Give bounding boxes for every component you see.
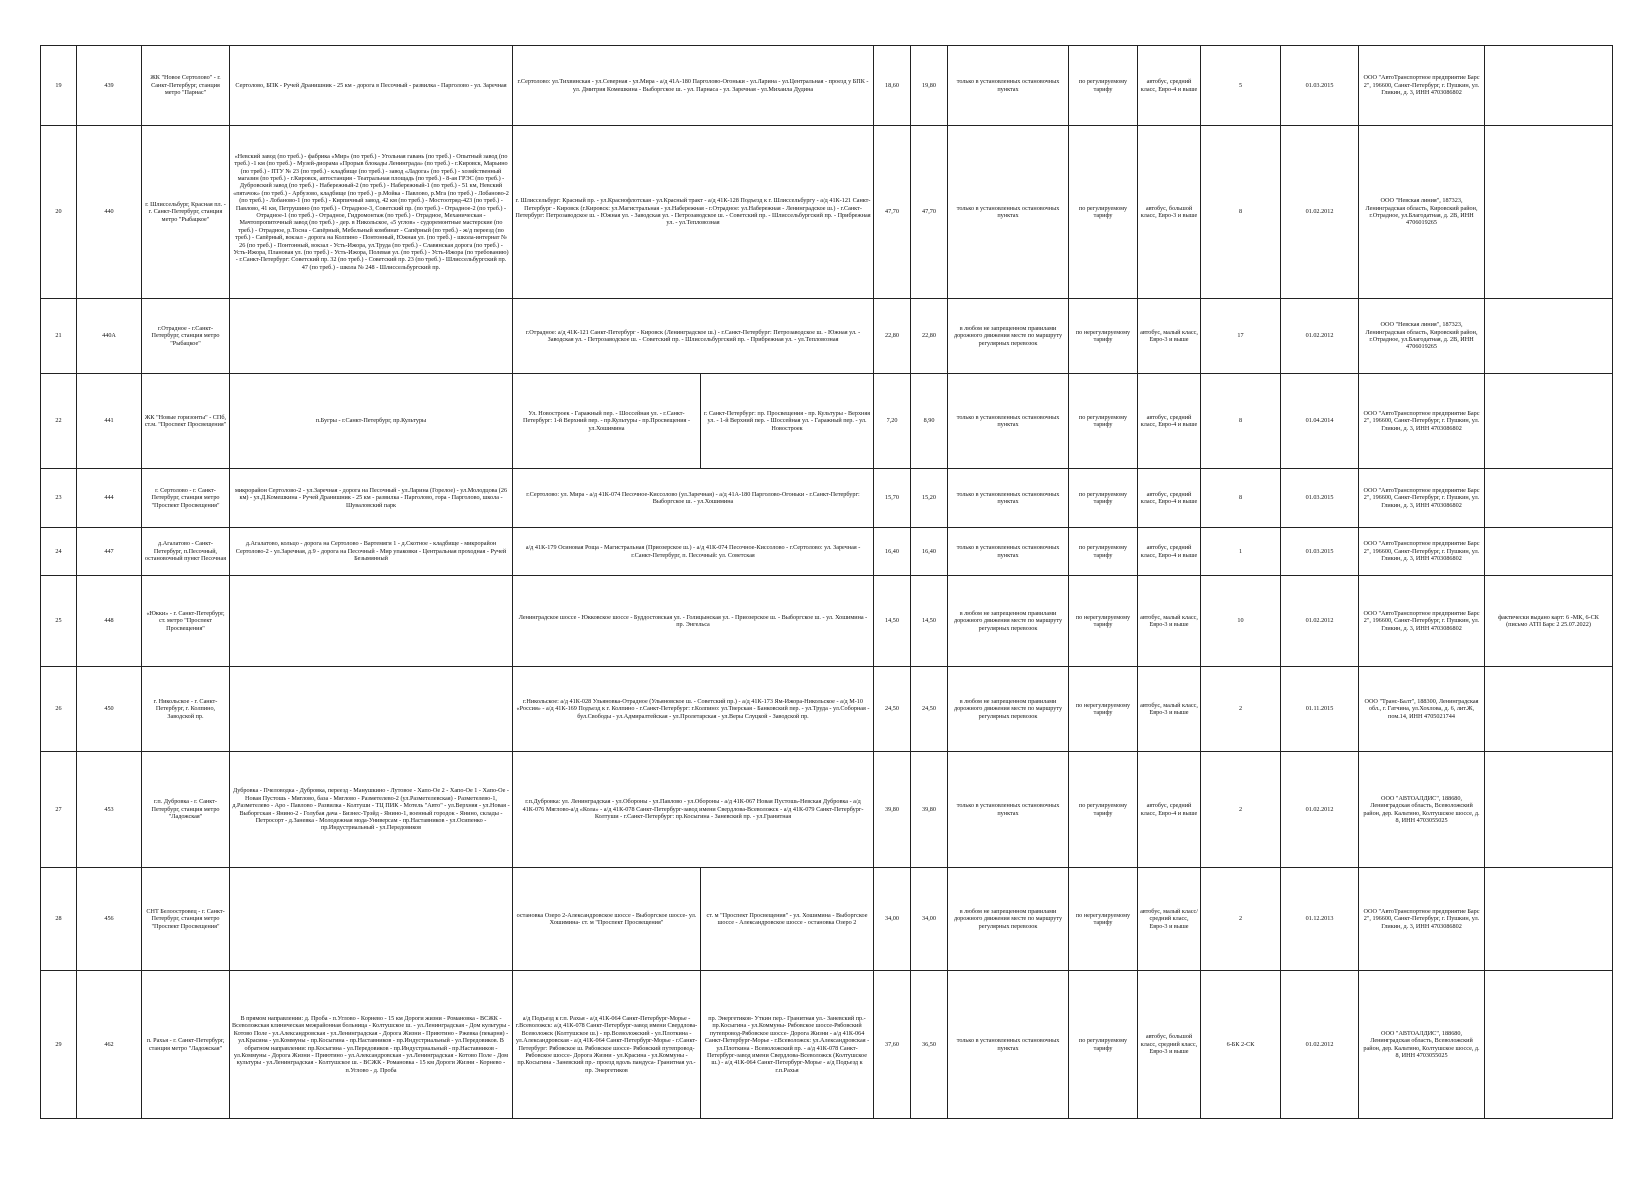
route-name: д.Агалатово - Санкт-Петербург, п.Песочный, остановочный пункт Песочная <box>142 528 230 576</box>
length-forward: 39,80 <box>874 752 911 868</box>
table-row <box>41 374 1613 469</box>
table-row <box>41 752 1613 868</box>
note <box>1485 752 1613 868</box>
vehicle-count: 6-БК 2-СК <box>1201 971 1281 1119</box>
vehicle-count: 5 <box>1201 46 1281 126</box>
tariff-type: по нерегулируемому тарифу <box>1069 576 1138 667</box>
vehicle-class: автобус, средний класс, Евро-4 и выше <box>1138 752 1201 868</box>
route-stops <box>230 299 513 374</box>
stop-order: только в установленных остановочных пунктах <box>948 126 1069 299</box>
length-forward: 16,40 <box>874 528 911 576</box>
length-back: 22,80 <box>911 299 948 374</box>
length-back: 15,20 <box>911 469 948 528</box>
stop-order: только в установленных остановочных пунктах <box>948 374 1069 469</box>
route-streets-forward: Ул. Новостроек - Гаражный пер. - Шоссейная ул. - г.Санкт-Петербург: 1-й Верхний пер. - пр.Культуры - пр.Просвещения - ул.Хошимина <box>513 374 701 469</box>
vehicle-count: 2 <box>1201 667 1281 752</box>
length-forward: 24,50 <box>874 667 911 752</box>
table-row <box>41 126 1613 299</box>
tariff-type: по нерегулируемому тарифу <box>1069 868 1138 971</box>
stop-order: только в установленных остановочных пунктах <box>948 528 1069 576</box>
carrier: ООО "АвтоТранспортное предприятие Барс 2", 196600, Санкт-Петербург, г. Пушкин, ул. Гликин, д. 3, ИНН 4703086802 <box>1359 469 1485 528</box>
tariff-type: по регулируемому тарифу <box>1069 374 1138 469</box>
route-streets: г.Сертолово: ул. Мира - а/д 41К-074 Песочное-Киссолово (ул.Заречная) - а/д 41А-180 Парголово-Огоньки - г.Санкт-Петербург: Выборгское ш. - ул.Хошимина <box>513 469 874 528</box>
table-row <box>41 528 1613 576</box>
start-date: 01.03.2015 <box>1281 528 1359 576</box>
route-streets: г.Сертолово: ул.Тихвинская - ул.Северная - ул.Мира - а/д 41А-180 Парголово-Огоньки - ул.Ларина - ул.Центральная - проезд у БПК - ул. Дмитрия Комешкина - Выборгское ш. - ул. Парнаса - ул. Заречная - ул.Михаила Дудина <box>513 46 874 126</box>
length-back: 14,50 <box>911 576 948 667</box>
vehicle-class: автобус, средний класс, Евро-4 и выше <box>1138 374 1201 469</box>
start-date: 01.02.2012 <box>1281 299 1359 374</box>
route-number: 444 <box>77 469 142 528</box>
length-forward: 34,00 <box>874 868 911 971</box>
vehicle-count: 1 <box>1201 528 1281 576</box>
tariff-type: по регулируемому тарифу <box>1069 126 1138 299</box>
vehicle-class: автобус, большой класс, средний класс, Евро-3 и выше <box>1138 971 1201 1119</box>
start-date: 01.12.2013 <box>1281 868 1359 971</box>
vehicle-count: 17 <box>1201 299 1281 374</box>
carrier: ООО "Невская линия", 187323, Ленинградская область, Кировский район, г.Отрадное, ул.Благодатная, д. 2В, ИНН 4706019265 <box>1359 126 1485 299</box>
route-streets-back: г. Санкт-Петербург: пр. Просвещения - пр. Культуры - Верхняя ул. - 1-й Верхний пер. - Шоссейная ул. - Гаражный пер. - ул. Новостроек <box>701 374 874 469</box>
route-stops: «Невский завод (по треб.) - фабрика «Мир» (по треб.) - Угольная гавань (по треб.) - Опытный завод (по треб.) -1 км (по треб.) - Музей-диорама «Прорыв блокады Ленинграда» (по треб.) - г.Кировск, Марьино (по треб.) - ПТУ № 23 (по треб.) - кладбище (по треб.) - завод «Ладога» (по треб.) - хозяйственный магазин (по треб.) - г.Кировск, автостанция - Театральная площадь (по треб.) - 8-ая ГРЭС (по треб.) - Дубровский завод (по треб.) - Набережный-2 (по треб.) - Набережный-1 (по треб.) - 51 км, Невский «пятачок» (по треб.) - Арбузово, кладбище (по треб.) - р.Мойка - Павлово, р.Мга (по треб.) - Лобаново-2 (по треб.) - Лобаново-1 (по треб.) - Кирпичный завод, 42 км (по треб.) - Мостоотряд-423 (по треб.) - Павлово, 41 км, Петрушино (по треб.) - Отрадное-3, Советский пр. (по треб.) - Отрадное-2 (по треб.) - Отрадное-1 (по треб.) - Отрадное, Гидромонтаж (по треб.) - Отрадное, Механическая - Мачтопропиточный завод (по треб.) - дер. в Никольское, «5 углов» - судоремонтные мастерские (по треб.) - Отрадное, р.Тосна - Сапёрный, Мебельный комбинат - Сапёрный (по треб.) - ж/д переезд (по треб.) - Сапёрный, вокзал - дорога на Колпино - Понтонный, Южная ул. (по треб.) - школа-интернат № 26 (по треб.) - Понтонный, вокзал - Усть-Ижора, ул.Труда (по треб.) - Славянская дорога (по треб.) - Усть-Ижора, Плановая ул. (по треб.) - Усть-Ижора, Полевая ул. (по треб.) - Усть-Ижора (по требованию) - г.Санкт-Петербург: Советский пр. 32 (по треб.) - Советский пр. 23 (по треб.) - Шлиссельбургский пр. 47 (по треб.) - школа № 248 - Шлиссельбургский пр. <box>230 126 513 299</box>
stop-order: в любом не запрещенном правилами дорожного движения месте по маршруту регулярных перевозок <box>948 299 1069 374</box>
length-forward: 15,70 <box>874 469 911 528</box>
row-number: 20 <box>41 126 77 299</box>
route-streets: г.Отрадное: а/д 41К-121 Санкт-Петербург - Кировск (Ленинградское ш.) - г.Санкт-Петербург: Петрозаводское ш. - Южная ул. - Заводская ул. - Петрозаводское ш. - Советский пр. - Шлиссельбургский пр. - Прибрежная ул. - ул.Тепловозная <box>513 299 874 374</box>
note <box>1485 469 1613 528</box>
route-stops <box>230 667 513 752</box>
note <box>1485 46 1613 126</box>
vehicle-count: 8 <box>1201 469 1281 528</box>
vehicle-class: автобус, малый класс/ средний класс, Евро-3 и выше <box>1138 868 1201 971</box>
route-streets: г.п.Дубровка: ул. Ленинградская - ул.Обороны - ул.Павлово - ул.Обороны - а/д 41К-067 Новая Пустошь-Невская Дубровка - а/д 41К-076 Мяглово-а/д «Кола» - а/д 41К-078 Санкт-Петербург-завод имени Свердлова-Всеволожск - а/д 41К-079 Санкт-Петербург-Колтуши - г.Санкт-Петербург: пр.Косыгина - Заневский пр. - ул.Гранитная <box>513 752 874 868</box>
start-date: 01.02.2012 <box>1281 971 1359 1119</box>
carrier: ООО "АвтоТранспортное предприятие Барс 2", 196600, Санкт-Петербург, г. Пушкин, ул. Гликин, д. 3, ИНН 4703086802 <box>1359 46 1485 126</box>
length-back: 19,80 <box>911 46 948 126</box>
start-date: 01.02.2012 <box>1281 126 1359 299</box>
stop-order: только в установленных остановочных пунктах <box>948 469 1069 528</box>
start-date: 01.03.2015 <box>1281 46 1359 126</box>
carrier: ООО "АвтоТранспортное предприятие Барс 2", 196600, Санкт-Петербург, г. Пушкин, ул. Гликин, д. 3, ИНН 4703086802 <box>1359 374 1485 469</box>
tariff-type: по нерегулируемому тарифу <box>1069 667 1138 752</box>
route-name: г. Сертолово - г. Санкт-Петербург, станция метро "Проспект Просвещения" <box>142 469 230 528</box>
note: фактически выдано карт: 6 -МК, 6-СК (письмо АТП Барс 2 25.07.2022) <box>1485 576 1613 667</box>
tariff-type: по регулируемому тарифу <box>1069 469 1138 528</box>
length-back: 8,90 <box>911 374 948 469</box>
route-name: г. Никольское - г. Санкт-Петербург, г. Колпино, Заводской пр. <box>142 667 230 752</box>
vehicle-count: 2 <box>1201 868 1281 971</box>
route-stops: Сертолово, БПК - Ручей Дранишник - 25 км - дорога в Песочный - развилка - Парголово - ул. Заречная <box>230 46 513 126</box>
route-name: г. Шлиссельбург, Красная пл. - г. Санкт-Петербург, станция метро "Рыбацкое" <box>142 126 230 299</box>
note <box>1485 126 1613 299</box>
row-number: 27 <box>41 752 77 868</box>
route-streets: Ленинградское шоссе - Юкковское шоссе - Буддостовская ул. - Голицынская ул. - Приозерское ш. - Выборгское ш. - ул. Хошимина - пр. Энгельса <box>513 576 874 667</box>
carrier: ООО "АВТОАЛДИС", 188680, Ленинградская область, Всеволожский район, дер. Кальтино, Колтушское шоссе, д. 8, ИНН 4703055025 <box>1359 971 1485 1119</box>
length-back: 16,40 <box>911 528 948 576</box>
carrier: ООО "АВТОАЛДИС", 188680, Ленинградская область, Всеволожский район, дер. Кальтино, Колтушское шоссе, д. 8, ИНН 4703055025 <box>1359 752 1485 868</box>
start-date: 01.02.2012 <box>1281 752 1359 868</box>
row-number: 24 <box>41 528 77 576</box>
row-number: 22 <box>41 374 77 469</box>
note <box>1485 667 1613 752</box>
row-number: 23 <box>41 469 77 528</box>
vehicle-class: автобус, средний класс, Евро-4 и выше <box>1138 528 1201 576</box>
route-streets: г.Никольское: а/д 41К-028 Ульяновка-Отрадное (Ульяновское ш. - Советский пр.) - а/д 41К-173 Ям-Ижора-Никольское - а/д М-10 «Россия» - а/д 41К-169 Подъезд к г. Колпино - г.Санкт-Петербург: г.Колпино: ул.Тверская - Банковский пер. - ул.Труда - ул.Соборная - бул.Свободы - ул.Адмиралтейская - ул.Пролетарская - ул.Веры Слуцкой - Заводской пр. <box>513 667 874 752</box>
route-number: 462 <box>77 971 142 1119</box>
route-number: 456 <box>77 868 142 971</box>
vehicle-class: автобус, средний класс, Евро-4 и выше <box>1138 469 1201 528</box>
vehicle-count: 8 <box>1201 126 1281 299</box>
route-number: 441 <box>77 374 142 469</box>
vehicle-count: 8 <box>1201 374 1281 469</box>
vehicle-class: автобус, малый класс, Евро-3 и выше <box>1138 576 1201 667</box>
stop-order: только в установленных остановочных пунктах <box>948 46 1069 126</box>
table-row <box>41 576 1613 667</box>
row-number: 29 <box>41 971 77 1119</box>
length-forward: 22,80 <box>874 299 911 374</box>
table-row <box>41 667 1613 752</box>
route-name: СНТ Белоостровец - г. Санкт-Петербург, станция метро "Проспект Просвещения" <box>142 868 230 971</box>
route-stops: В прямом направлении: д. Проба - п.Углово - Корнево - 15 км Дороги жизни - Романовка - ВСЖК - Всеволожская клиническая межрайонная больница - Колтушское ш. - ул.Ленинградская - Дом культуры - Котово Поле - ул.Александровская - ул.Ленинградская - Дорога Жизни - Приютино - Ржевка (пекарня) - ул.Красина - ул.Коммуны - пр.Косыгина - пр.Наставников - пр.Индустриальный - ул.Передовиков. В обратном направлении: пр.Косыгина - ул.Передовиков - пр.Индустриальный - пр.Наставников - ул.Коммуны - Дорога Жизни - Приютино - ул.Александровская - ул.Ленинградская - Котово Поле - Дом культуры - ул.Ленинградская - Колтушское ш. - ВСЖК - Романовка - 15 км Дороги Жизни - Корнево - п.Углово - д. Проба <box>230 971 513 1119</box>
table-row <box>41 299 1613 374</box>
table-row <box>41 469 1613 528</box>
route-number: 448 <box>77 576 142 667</box>
table-body <box>41 46 1613 1119</box>
route-name: п. Рахья - г. Санкт-Петербург, станция метро "Ладожская" <box>142 971 230 1119</box>
route-stops <box>230 576 513 667</box>
tariff-type: по регулируемому тарифу <box>1069 752 1138 868</box>
start-date: 01.11.2015 <box>1281 667 1359 752</box>
route-stops: Дубровка - Пчеловодка - Дубровка, переезд - Манушкино - Лутовое - Хапо-Ое 2 - Хапо-Ое 1 - Хапо-Ое - Новая Пустошь - Мяглово, база - Мяглово - Разметелево-2 (ул.Разметелевская) - Разметелево-1, д.Разметелево - Аро - Павлово - Развилка - Колтуши - ТЦ ПИК - Мотель "Авто" - ул.Верхняя - ул.Новая - Выборгская - Янино-2 - Голубая дача - Бизнес-Трэйд - Янино-1, военный городок - Янино, склады - Петросорт - д.Заневка - Молодежная мода-Универсам - пр.Наставников - ул.Осипенко - пр.Индустриальный - ул.Передовиков <box>230 752 513 868</box>
route-name: г.Отрадное - г.Санкт-Петербург, станция метро "Рыбацкое" <box>142 299 230 374</box>
length-forward: 18,60 <box>874 46 911 126</box>
note <box>1485 971 1613 1119</box>
route-streets-back: пр. Энергетиков- Уткин пер.- Гранитная ул.- Заневский пр.- пр.Косыгина - ул.Коммуны- Рябовское шоссе-Рябовский путепровод-Рябовское шоссе- Дорога Жизни - а/д 41К-064 Санкт-Петербург-Морье - г.Всеволожск: ул.Александровская - ул.Плоткина - Всеволожский пр. - а/д 41К-078 Санкт-Петербург-завод имени Свердлова-Всеволожск (Колтушское ш.) - а/д 41К-064 Санкт-Петербург-Морье - а/д Подъезд к г.п.Рахья <box>701 971 874 1119</box>
tariff-type: по регулируемому тарифу <box>1069 46 1138 126</box>
carrier: ООО "Невская линия", 187323, Ленинградская область, Кировский район, г.Отрадное, ул.Благодатная, д. 2В, ИНН 4706019265 <box>1359 299 1485 374</box>
table-row <box>41 868 1613 971</box>
note <box>1485 374 1613 469</box>
route-stops: микрорайон Сертолово-2 - ул.Заречная - дорога на Песочный - ул.Ларина (Горелое) - ул.Молодцова (26 км) - ул.Д.Комешкина - Ручей Дранишник - 25 км - развилка - Парголово, гора - Парголово, школа - Шуваловский парк <box>230 469 513 528</box>
row-number: 19 <box>41 46 77 126</box>
length-back: 39,80 <box>911 752 948 868</box>
length-back: 24,50 <box>911 667 948 752</box>
vehicle-class: автобус, малый класс, Евро-3 и выше <box>1138 299 1201 374</box>
route-name: г.п. Дубровка - г. Санкт-Петербург, станция метро "Ладожская" <box>142 752 230 868</box>
table-row <box>41 46 1613 126</box>
tariff-type: по регулируемому тарифу <box>1069 971 1138 1119</box>
vehicle-count: 2 <box>1201 752 1281 868</box>
stop-order: в любом не запрещенном правилами дорожного движения месте по маршруту регулярных перевозок <box>948 868 1069 971</box>
stop-order: только в установленных остановочных пунктах <box>948 971 1069 1119</box>
table-row <box>41 971 1613 1119</box>
tariff-type: по нерегулируемому тарифу <box>1069 299 1138 374</box>
route-stops <box>230 868 513 971</box>
note <box>1485 868 1613 971</box>
route-name: ЖК "Новые горизонты" - СПб, ст.м. "Проспект Просвещения" <box>142 374 230 469</box>
route-streets: г. Шлиссельбург: Красный пр. - ул.Краснофлотская - ул.Красный тракт - а/д 41К-128 Подъезд к г. Шлиссельбургу - а/д 41К-121 Санкт-Петербург - Кировск (г.Кировск: ул.Магистральная - ул.Набережная - г.Отрадное: ул.Набережная - Ленинградское ш.) - г.Санкт-Петербург: Петрозаводское ш. - Южная ул. - Заводская ул. - Петрозаводское ш. - Советский пр. - Шлиссельбургский пр. - Прибрежная ул. - ул.Тепловозная <box>513 126 874 299</box>
carrier: ООО "АвтоТранспортное предприятие Барс 2", 196600, Санкт-Петербург, г. Пушкин, ул. Гликин, д. 3, ИНН 4703086802 <box>1359 576 1485 667</box>
length-back: 36,50 <box>911 971 948 1119</box>
stop-order: только в установленных остановочных пунктах <box>948 752 1069 868</box>
tariff-type: по регулируемому тарифу <box>1069 528 1138 576</box>
carrier: ООО "АвтоТранспортное предприятие Барс 2", 196600, Санкт-Петербург, г. Пушкин, ул. Гликин, д. 3, ИНН 4703086802 <box>1359 868 1485 971</box>
start-date: 01.02.2012 <box>1281 576 1359 667</box>
vehicle-class: автобус, большой класс, Евро-3 и выше <box>1138 126 1201 299</box>
stop-order: в любом не запрещенном правилами дорожного движения месте по маршруту регулярных перевозок <box>948 667 1069 752</box>
route-streets-forward: остановка Озеро 2-Александровское шоссе - Выборгское шоссе- ул. Хошимина- ст. м "Проспект Просвещения" <box>513 868 701 971</box>
length-back: 47,70 <box>911 126 948 299</box>
route-name: ЖК "Новое Сертолово" - г. Санкт-Петербург, станция метро "Парнас" <box>142 46 230 126</box>
carrier: ООО "АвтоТранспортное предприятие Барс 2", 196600, Санкт-Петербург, г. Пушкин, ул. Гликин, д. 3, ИНН 4703086802 <box>1359 528 1485 576</box>
length-forward: 47,70 <box>874 126 911 299</box>
row-number: 28 <box>41 868 77 971</box>
registry-sheet <box>40 45 1612 1119</box>
route-number: 450 <box>77 667 142 752</box>
note <box>1485 299 1613 374</box>
routes-table <box>40 45 1613 1119</box>
length-forward: 7,20 <box>874 374 911 469</box>
start-date: 01.03.2015 <box>1281 469 1359 528</box>
route-number: 440А <box>77 299 142 374</box>
route-streets: а/д 41К-179 Осиновая Роща - Магистральная (Приозерское ш.) - а/д 41К-074 Песочное-Киссолово - г.Сертолово: ул. Заречная - г.Санкт-Петербург, п. Песочный: ул. Советская <box>513 528 874 576</box>
length-forward: 37,60 <box>874 971 911 1119</box>
length-forward: 14,50 <box>874 576 911 667</box>
note <box>1485 528 1613 576</box>
route-number: 440 <box>77 126 142 299</box>
carrier: ООО "Транс-Балт", 188300, Ленинградская обл., г. Гатчина, ул.Хохлова, д. 6, лит.Ж, пом.14, ИНН 4705021744 <box>1359 667 1485 752</box>
start-date: 01.04.2014 <box>1281 374 1359 469</box>
row-number: 21 <box>41 299 77 374</box>
route-number: 453 <box>77 752 142 868</box>
route-streets-forward: а/д Подъезд к г.п. Рахья - а/д 41К-064 Санкт-Петербург-Морье - г.Всеволожск: а/д 41К-078 Санкт-Петербург-завод имени Свердлова-Всеволожск (Колтушское ш.) - пр.Всеволожский - ул.Плоткина - ул.Александровская - а/д 41К-064 Санкт-Петербург-Морье - г.Санкт-Петербург: Рябовское ш. Рябовское шоссе- Рябовский путепровод- Рябовское шоссе- Дорога Жизни - ул.Красина - ул.Коммуны - пр.Косыгина - Заневский пр.- проезд вдоль пандуса- Гранитная ул.- пр. Энергетиков <box>513 971 701 1119</box>
route-stops: д.Агалатово, кольцо - дорога на Сертолово - Вартемяги 1 - д.Скотное - кладбище - микрорайон Сертолово-2 - ул.Заречная, д.9 - дорога на Песочный - Мир упаковки - Центральная проходная - Ручей Безымянный <box>230 528 513 576</box>
route-name: «Юкки» - г. Санкт-Петербург, ст. метро "Проспект Просвещения" <box>142 576 230 667</box>
row-number: 26 <box>41 667 77 752</box>
route-streets-back: ст. м "Проспект Просвещения" - ул. Хошимина - Выборгское шоссе - Александровское шоссе - остановка Озеро 2 <box>701 868 874 971</box>
row-number: 25 <box>41 576 77 667</box>
vehicle-count: 10 <box>1201 576 1281 667</box>
vehicle-class: автобус, средний класс, Евро-4 и выше <box>1138 46 1201 126</box>
route-number: 439 <box>77 46 142 126</box>
route-stops: п.Бугры - г.Санкт-Петербург, пр.Культуры <box>230 374 513 469</box>
vehicle-class: автобус, малый класс, Евро-3 и выше <box>1138 667 1201 752</box>
route-number: 447 <box>77 528 142 576</box>
stop-order: в любом не запрещенном правилами дорожного движения месте по маршруту регулярных перевозок <box>948 576 1069 667</box>
length-back: 34,00 <box>911 868 948 971</box>
